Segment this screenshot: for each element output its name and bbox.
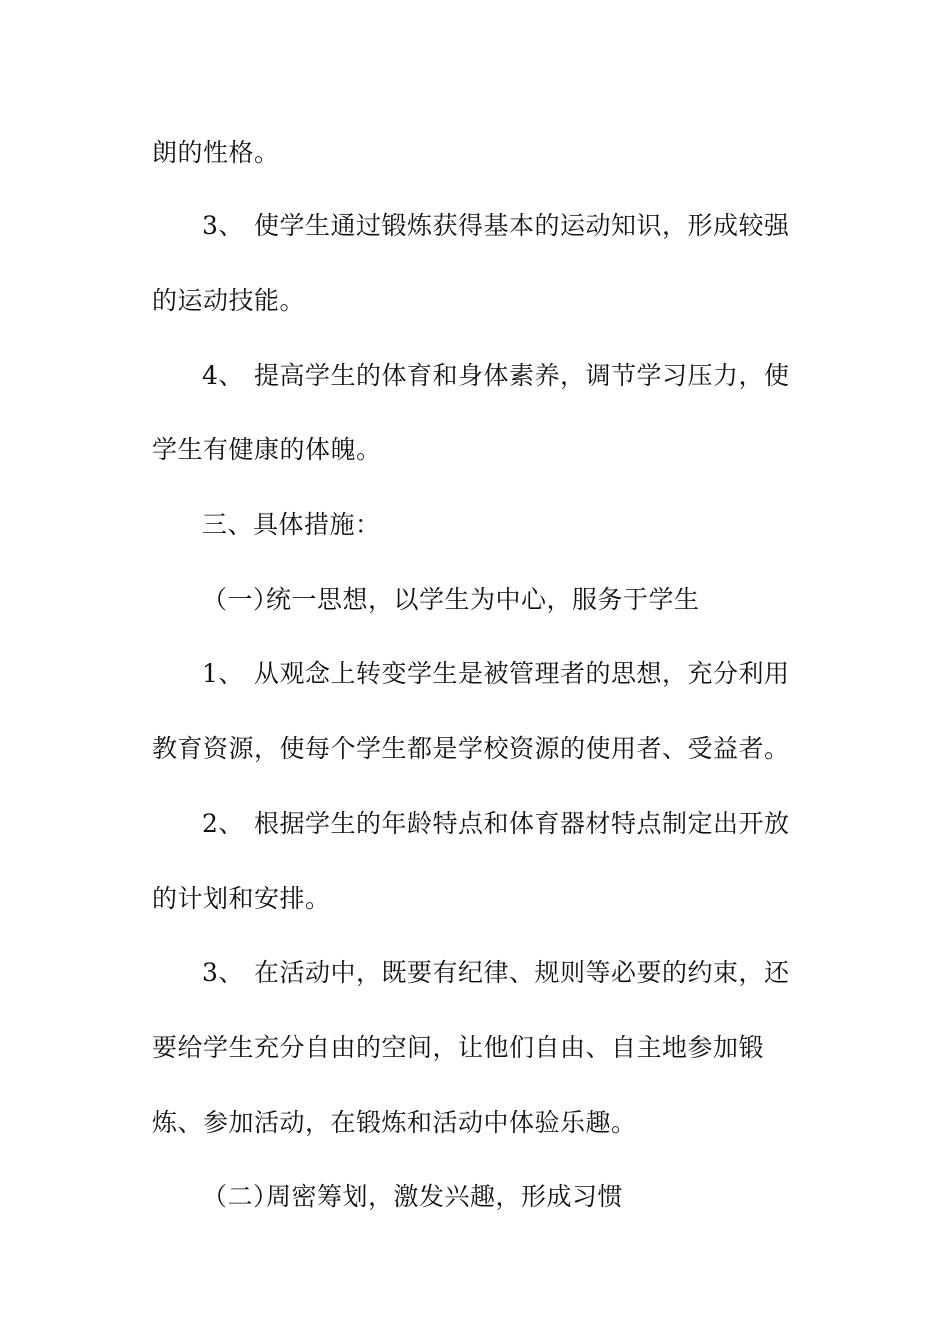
list-item-line (202, 658, 862, 690)
line-text: 朗的性格。 (152, 138, 280, 167)
subsection-number: （一） (202, 585, 279, 614)
list-number: 2、 (202, 809, 244, 838)
line-text: 教育资源，使每个学生都是学校资源的使用者、受益者。 (152, 734, 790, 763)
list-item-line (202, 957, 862, 989)
line-text: 学生有健康的体魄。 (152, 435, 382, 464)
line-text: 炼、参加活动，在锻炼和活动中体验乐趣。 (152, 1108, 637, 1137)
list-number: 3、 (202, 958, 244, 987)
list-number: 1、 (202, 659, 244, 688)
list-item-line (202, 808, 862, 840)
line-text: 统一思想，以学生为中心，服务于学生 (266, 585, 700, 614)
paragraph-line (152, 1107, 812, 1139)
section-heading (202, 509, 862, 541)
subsection-heading (202, 1181, 862, 1213)
paragraph-line (152, 285, 812, 317)
list-number: 4、 (202, 361, 244, 390)
line-text: 要给学生充分自由的空间，让他们自由、自主地参加锻 (152, 1033, 765, 1062)
line-text: 提高学生的体育和身体素养，调节学习压力，使 (254, 361, 790, 390)
list-item-line (202, 360, 862, 392)
line-text: 从观念上转变学生是被管理者的思想，充分利用 (254, 659, 790, 688)
line-text: 周密筹划，激发兴趣，形成习惯 (266, 1182, 624, 1211)
line-text: 的运动技能。 (152, 286, 306, 315)
line-text: 三、具体措施： (202, 510, 381, 539)
list-item-line (202, 210, 862, 242)
line-text: 的计划和安排。 (152, 884, 331, 913)
subsection-heading (202, 584, 862, 616)
line-text: 在活动中，既要有纪律、规则等必要的约束，还 (254, 958, 790, 987)
subsection-number: （二） (202, 1182, 279, 1211)
line-text: 使学生通过锻炼获得基本的运动知识，形成较强 (254, 211, 790, 240)
list-number: 3、 (202, 211, 244, 240)
paragraph-line (152, 883, 812, 915)
paragraph-line (152, 137, 812, 169)
line-text: 根据学生的年龄特点和体育器材特点制定出开放 (254, 809, 790, 838)
paragraph-line (152, 434, 812, 466)
paragraph-line (152, 1032, 812, 1064)
paragraph-line (152, 733, 812, 765)
